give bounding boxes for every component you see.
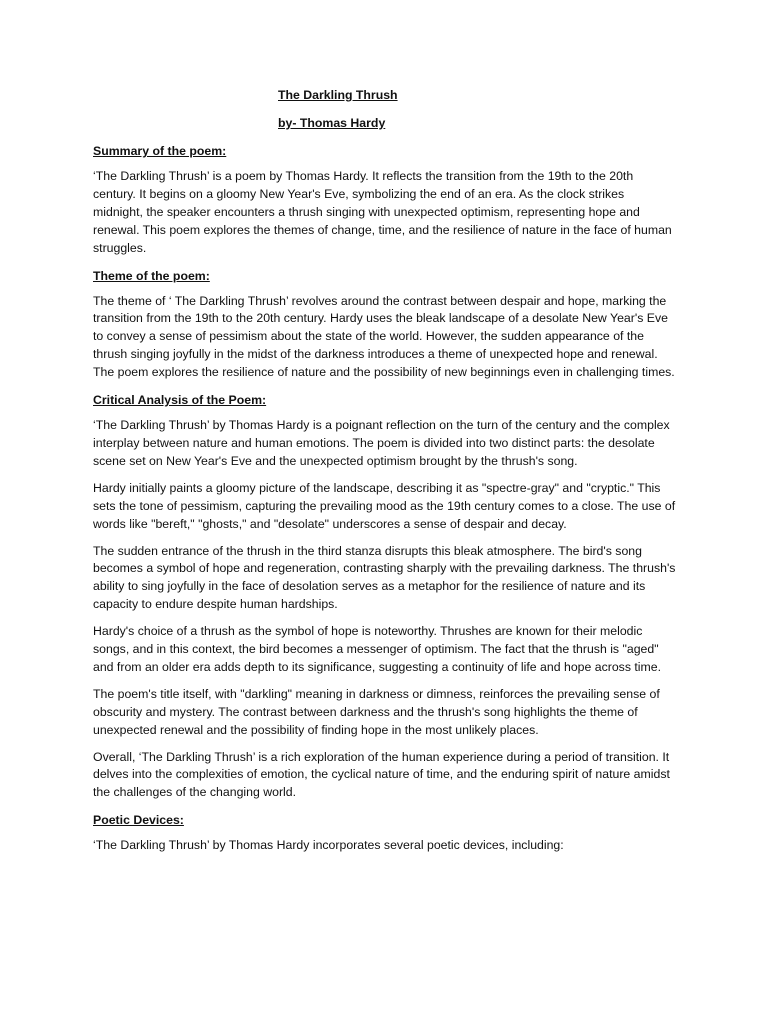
- analysis-paragraph: The sudden entrance of the thrush in the third stanza disrupts this bleak atmosphere. The bird's song becomes a symbol of hope and regeneration, contrasting sharply with the prevailing darkness. The thrush's ability to sing joyfully in the face of desolation serves as a metaphor for the resilience of nature and its capacity to endure despite human hardships.: [93, 543, 676, 612]
- theme-heading: Theme of the poem:: [93, 268, 210, 283]
- theme-paragraph: The theme of ‘ The Darkling Thrush’ revolves around the contrast between despair and hope, marking the transition from the 19th to the 20th century. Hardy uses the bleak landscape of a desolate New Year's Eve to convey a sense of pessimism about the state of the world. However, the sudden appearance of the thrush singing joyfully in the midst of the darkness introduces a theme of unexpected hope and renewal. The poem explores the resilience of nature and the possibility of new beginnings even in challenging times.: [93, 293, 675, 380]
- analysis-paragraph: Hardy initially paints a gloomy picture of the landscape, describing it as "spectre-gray" and "cryptic." This sets the tone of pessimism, capturing the prevailing mood as the 19th century comes to a close. The use of words like "bereft," "ghosts," and "desolate" underscores a sense of despair and decay.: [93, 480, 676, 531]
- analysis-paragraph: Hardy's choice of a thrush as the symbol of hope is noteworthy. Thrushes are known for their melodic songs, and in this context, the bird becomes a messenger of optimism. The fact that the thrush is "aged" and from an older era adds depth to its significance, suggesting a continuity of life and hope across time.: [93, 624, 662, 674]
- analysis-paragraph: The poem's title itself, with "darkling" meaning in darkness or dimness, reinforces the prevailing sense of obscurity and mystery. The contrast between darkness and the thrush's song highlights the theme of unexpected renewal and the possibility of finding hope in the most unlikely places.: [93, 686, 660, 737]
- document-title: The Darkling Thrush: [278, 88, 398, 102]
- author-byline: by- Thomas Hardy: [278, 116, 386, 130]
- document-content: [93, 86, 677, 864]
- analysis-paragraph: ‘The Darkling Thrush’ by Thomas Hardy is a poignant reflection on the turn of the century and the complex interplay between nature and human emotions. The poem is divided into two distinct parts: the desolate scene set on New Year's Eve and the unexpected optimism brought by the thrush's song.: [93, 418, 670, 468]
- analysis-heading: Critical Analysis of the Poem:: [93, 393, 267, 408]
- summary-paragraph: ‘The Darkling Thrush’ is a poem by Thomas Hardy. It reflects the transition from the 19th to the 20th century. It begins on a gloomy New Year's Eve, symbolizing the end of an era. As the clock strikes midnight, the speaker encounters a thrush singing with unexpected optimism, representing hope and renewal. This poem explores the themes of change, time, and the resilience of nature in the face of human struggles.: [93, 169, 672, 255]
- summary-heading: Summary of the poem:: [93, 144, 227, 158]
- devices-heading: Poetic Devices:: [93, 813, 184, 828]
- analysis-paragraph: Overall, ‘The Darkling Thrush’ is a rich exploration of the human experience during a period of transition. It delves into the complexities of emotion, the cyclical nature of time, and the enduring spirit of nature amidst the challenges of the changing world.: [93, 749, 670, 800]
- devices-paragraph: ‘The Darkling Thrush’ by Thomas Hardy incorporates several poetic devices, including:: [93, 838, 564, 853]
